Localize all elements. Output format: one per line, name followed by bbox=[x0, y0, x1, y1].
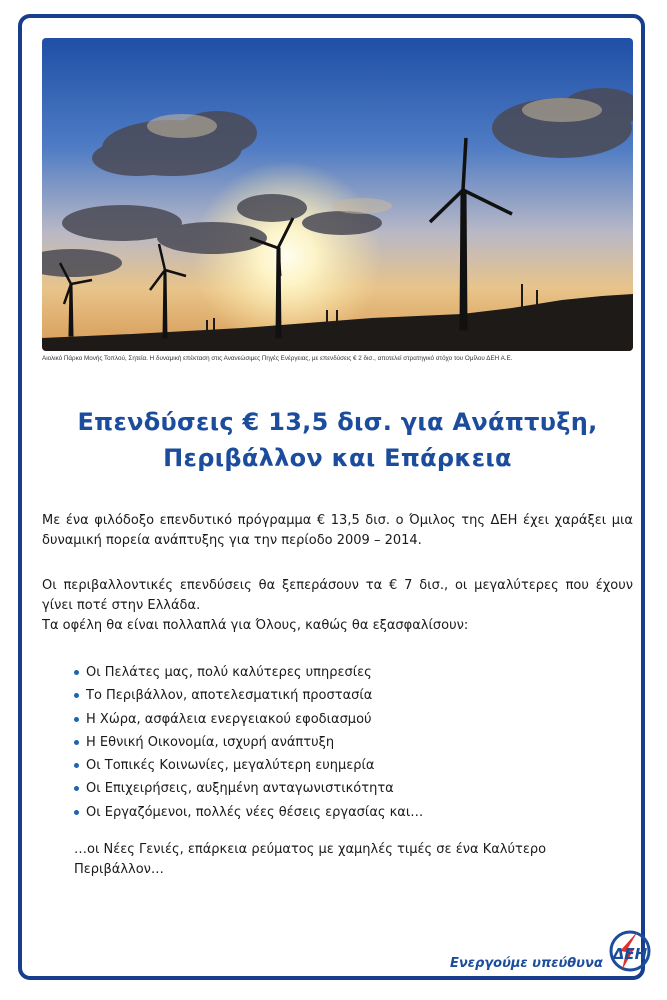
benefits-list bbox=[74, 661, 423, 824]
closing-statement: …οι Νέες Γενιές, επάρκεια ρεύματος με χαμηλές τιμές σε ένα Καλύτερο Περιβάλλον… bbox=[74, 842, 547, 877]
logo-text: ΔΕΗ bbox=[612, 945, 648, 963]
wind-farm-illustration bbox=[42, 38, 633, 351]
list-item: Το Περιβάλλον, αποτελεσματική προστασία bbox=[74, 684, 423, 707]
dei-logo bbox=[608, 928, 652, 974]
headline-line-1: Επενδύσεις € 13,5 δισ. για Ανάπτυξη, bbox=[77, 408, 598, 436]
paragraph-benefits-intro: Τα οφέλη θα είναι πολλαπλά για Όλους, καθώς θα εξασφαλίσουν: bbox=[42, 618, 469, 633]
headline-line-2: Περιβάλλον και Επάρκεια bbox=[163, 444, 512, 472]
list-item: Οι Επιχειρήσεις, αυξημένη ανταγωνιστικότητα bbox=[74, 777, 423, 800]
list-item: Η Χώρα, ασφάλεια ενεργειακού εφοδιασμού bbox=[74, 708, 423, 731]
paragraph-investment-program: Με ένα φιλόδοξο επενδυτικό πρόγραμμα € 13,5 δισ. ο Όμιλος της ΔΕΗ έχει χαράξει μια δυναμική πορεία ανάπτυξης για την περίοδο 2009 – 2014. bbox=[42, 513, 633, 548]
list-item: Οι Τοπικές Κοινωνίες, μεγαλύτερη ευημερία bbox=[74, 754, 423, 777]
slogan: Ενεργούμε υπεύθυνα bbox=[450, 956, 603, 971]
headline bbox=[42, 404, 633, 476]
poster-frame bbox=[18, 14, 648, 980]
wind-farm-photo bbox=[42, 38, 633, 351]
photo-caption: Αιολικό Πάρκο Μονής Τοπλού, Σητεία. Η δυναμική επέκταση στις Ανανεώσιμες Πηγές Ενέργειας, με επενδύσεις € 2 δισ., αποτελεί στρατηγικό στόχο του Ομίλου ΔΕΗ Α.Ε. bbox=[42, 355, 513, 362]
list-item: Οι Εργαζόμενοι, πολλές νέες θέσεις εργασίας και… bbox=[74, 801, 423, 824]
list-item: Οι Πελάτες μας, πολύ καλύτερες υπηρεσίες bbox=[74, 661, 423, 684]
list-item: Η Εθνική Οικονομία, ισχυρή ανάπτυξη bbox=[74, 731, 423, 754]
paragraph-environmental-investments: Οι περιβαλλοντικές επενδύσεις θα ξεπεράσουν τα € 7 δισ., οι μεγαλύτερες που έχουν γίνει ποτέ στην Ελλάδα. bbox=[42, 578, 633, 613]
